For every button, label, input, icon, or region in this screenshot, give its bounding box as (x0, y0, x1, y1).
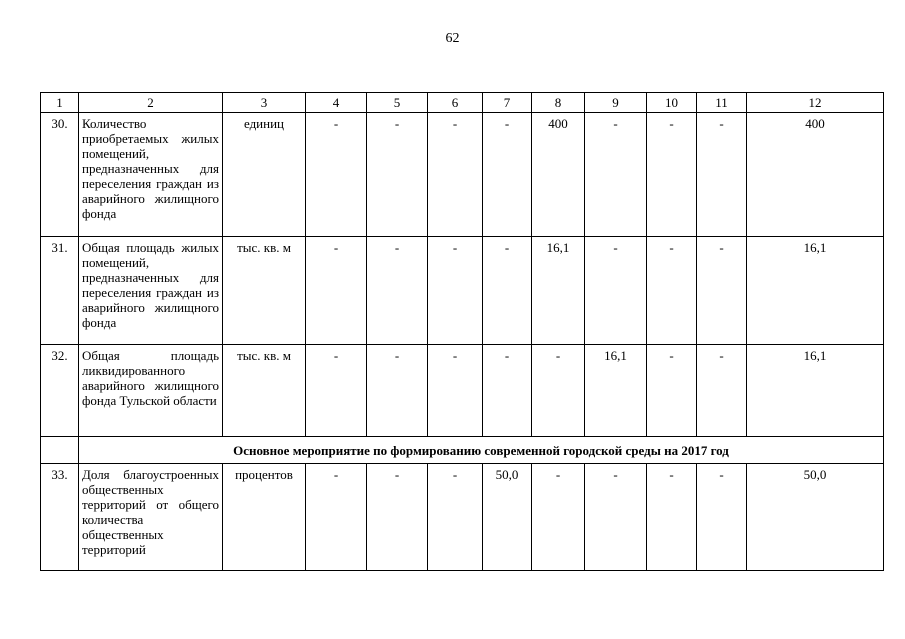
value-cell: 16,1 (532, 237, 585, 345)
value-cell: - (428, 237, 483, 345)
value-cell: 400 (532, 113, 585, 237)
value-cell: - (306, 113, 367, 237)
value-cell: - (306, 464, 367, 571)
header-cell: 3 (223, 93, 306, 113)
section-title: Основное мероприятие по формированию современной городской среды на 2017 год (79, 437, 884, 464)
value-cell: - (532, 345, 585, 437)
value-cell: - (367, 464, 428, 571)
value-cell: 16,1 (585, 345, 647, 437)
value-cell: - (697, 464, 747, 571)
header-cell: 9 (585, 93, 647, 113)
header-cell: 6 (428, 93, 483, 113)
value-cell: - (585, 464, 647, 571)
header-cell: 10 (647, 93, 697, 113)
header-cell: 12 (747, 93, 884, 113)
value-cell: - (647, 345, 697, 437)
value-cell: - (367, 113, 428, 237)
total-cell: 16,1 (747, 237, 884, 345)
unit-cell: единиц (223, 113, 306, 237)
header-row (41, 93, 884, 113)
value-cell: - (697, 237, 747, 345)
value-cell: - (532, 464, 585, 571)
value-cell: - (306, 345, 367, 437)
value-cell: - (585, 237, 647, 345)
header-cell: 8 (532, 93, 585, 113)
header-cell: 4 (306, 93, 367, 113)
value-cell: - (697, 113, 747, 237)
row-number: 31. (41, 237, 79, 345)
value-cell: - (483, 237, 532, 345)
value-cell: 50,0 (483, 464, 532, 571)
indicator-name: Общая площадь жилых помещений, предназначенных для переселения граждан из аварийного жилищного фонда (79, 237, 223, 345)
page-number: 62 (445, 31, 460, 46)
header-cell: 2 (79, 93, 223, 113)
row-number: 30. (41, 113, 79, 237)
section-empty-cell (41, 437, 79, 464)
header-cell: 11 (697, 93, 747, 113)
indicators-table (40, 92, 884, 571)
value-cell: - (647, 113, 697, 237)
value-cell: - (585, 113, 647, 237)
unit-cell: тыс. кв. м (223, 345, 306, 437)
section-row (41, 437, 884, 464)
row-number: 33. (41, 464, 79, 571)
value-cell: - (367, 237, 428, 345)
unit-cell: процентов (223, 464, 306, 571)
value-cell: - (428, 345, 483, 437)
unit-cell: тыс. кв. м (223, 237, 306, 345)
value-cell: - (697, 345, 747, 437)
total-cell: 400 (747, 113, 884, 237)
table-row (41, 464, 884, 571)
indicator-name: Общая площадь ликвидированного аварийного жилищного фонда Тульской области (79, 345, 223, 437)
value-cell: - (647, 464, 697, 571)
value-cell: - (428, 113, 483, 237)
value-cell: - (647, 237, 697, 345)
header-cell: 7 (483, 93, 532, 113)
value-cell: - (428, 464, 483, 571)
total-cell: 50,0 (747, 464, 884, 571)
indicator-name: Количество приобретаемых жилых помещений, предназначенных для переселения граждан из аварийного жилищного фонда (79, 113, 223, 237)
table-row (41, 345, 884, 437)
indicator-name: Доля благоустроенных общественных территорий от общего количества общественных территорий (79, 464, 223, 571)
value-cell: - (367, 345, 428, 437)
value-cell: - (306, 237, 367, 345)
table-row (41, 113, 884, 237)
total-cell: 16,1 (747, 345, 884, 437)
table-row (41, 237, 884, 345)
value-cell: - (483, 113, 532, 237)
row-number: 32. (41, 345, 79, 437)
header-cell: 5 (367, 93, 428, 113)
header-cell: 1 (41, 93, 79, 113)
value-cell: - (483, 345, 532, 437)
